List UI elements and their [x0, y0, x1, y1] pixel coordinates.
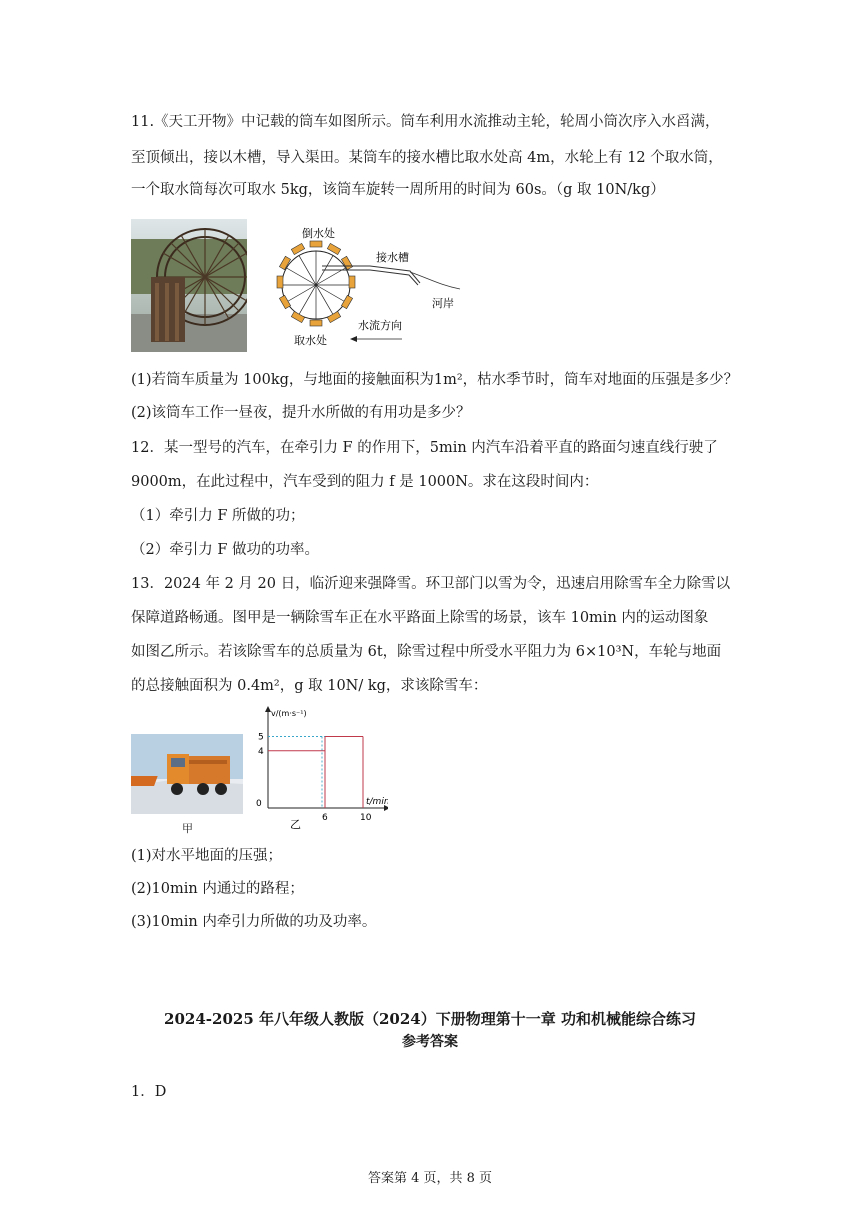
- velocity-time-chart: [248, 704, 388, 832]
- q13-sub-1: (1)对水平地面的压强；: [131, 848, 283, 864]
- label-pour-water: 倒水处: [302, 227, 335, 240]
- answers-subtitle: 参考答案: [402, 1034, 458, 1050]
- y-tick-5: 5: [258, 732, 264, 743]
- q13-line-2: 保障道路畅通。图甲是一辆除雪车正在水平路面上除雪的场景，该车 10min 内的运动图象: [131, 610, 709, 626]
- x-tick-0: 0: [256, 799, 262, 809]
- label-water-flow: 水流方向: [358, 319, 402, 332]
- q11-sub-2: (2)该筒车工作一昼夜，提升水所做的有用功是多少？: [131, 405, 471, 421]
- q12-line-2: 9000m，在此过程中，汽车受到的阻力 f 是 1000N。求在这段时间内：: [131, 474, 599, 490]
- q13-line-3: 如图乙所示。若该除雪车的总质量为 6t，除雪过程中所受水平阻力为 6×10³N，车轮与地面: [131, 644, 722, 660]
- label-water-trough: 接水槽: [376, 251, 409, 264]
- q13-sub-3: (3)10min 内牵引力所做的功及功率。: [131, 914, 377, 930]
- q11-line-3: 一个取水筒每次可取水 5kg，该筒车旋转一周所用的时间为 60s。（g 取 10N/kg）: [131, 182, 665, 198]
- page-footer: 答案第 4 页，共 8 页: [367, 1171, 493, 1186]
- q11-sub-1: (1)若筒车质量为 100kg，与地面的接触面积为1m²，枯水季节时，筒车对地面的压强是多少？: [131, 372, 739, 388]
- q12-line-1: 12．某一型号的汽车，在牵引力 F 的作用下，5min 内汽车沿着平直的路面匀速直线行驶了: [131, 440, 718, 456]
- y-tick-4: 4: [258, 746, 264, 757]
- q11-line-2: 至顶倾出，接以木槽，导入渠田。某筒车的接水槽比取水处高 4m，水轮上有 12 个取水筒，: [131, 150, 723, 166]
- x-tick-6: 6: [322, 813, 328, 823]
- q11-line-1: 11.《天工开物》中记载的筒车如图所示。筒车利用水流推动主轮，轮周小筒次序入水舀满，: [131, 114, 720, 130]
- waterwheel-photo: [131, 219, 247, 352]
- answers-title: 2024-2025 年八年级人教版（2024）下册物理第十一章 功和机械能综合练习: [164, 1010, 696, 1028]
- q12-sub-2: （2）牵引力 F 做功的功率。: [131, 542, 320, 558]
- q13-line-4: 的总接触面积为 0.4m²，g 取 10N/ kg，求该除雪车：: [131, 678, 488, 694]
- label-river-bank: 河岸: [432, 297, 454, 310]
- x-tick-10: 10: [360, 813, 372, 823]
- snowplow-photo: [131, 734, 243, 814]
- q12-sub-1: （1）牵引力 F 所做的功；: [131, 508, 305, 524]
- y-axis-label: v/(m·s⁻¹): [271, 709, 307, 718]
- q13-line-1: 13．2024 年 2 月 20 日，临沂迎来强降雪。环卫部门以雪为令，迅速启用除雪车全力除雪以: [131, 576, 731, 592]
- q13-sub-2: (2)10min 内通过的路程；: [131, 881, 304, 897]
- label-jia: 甲: [182, 822, 193, 835]
- waterwheel-diagram: [270, 219, 470, 349]
- label-yi: 乙: [290, 818, 301, 831]
- label-take-water: 取水处: [294, 334, 327, 347]
- answer-item-1: 1．D: [131, 1084, 167, 1100]
- x-axis-label: t/min: [366, 797, 388, 807]
